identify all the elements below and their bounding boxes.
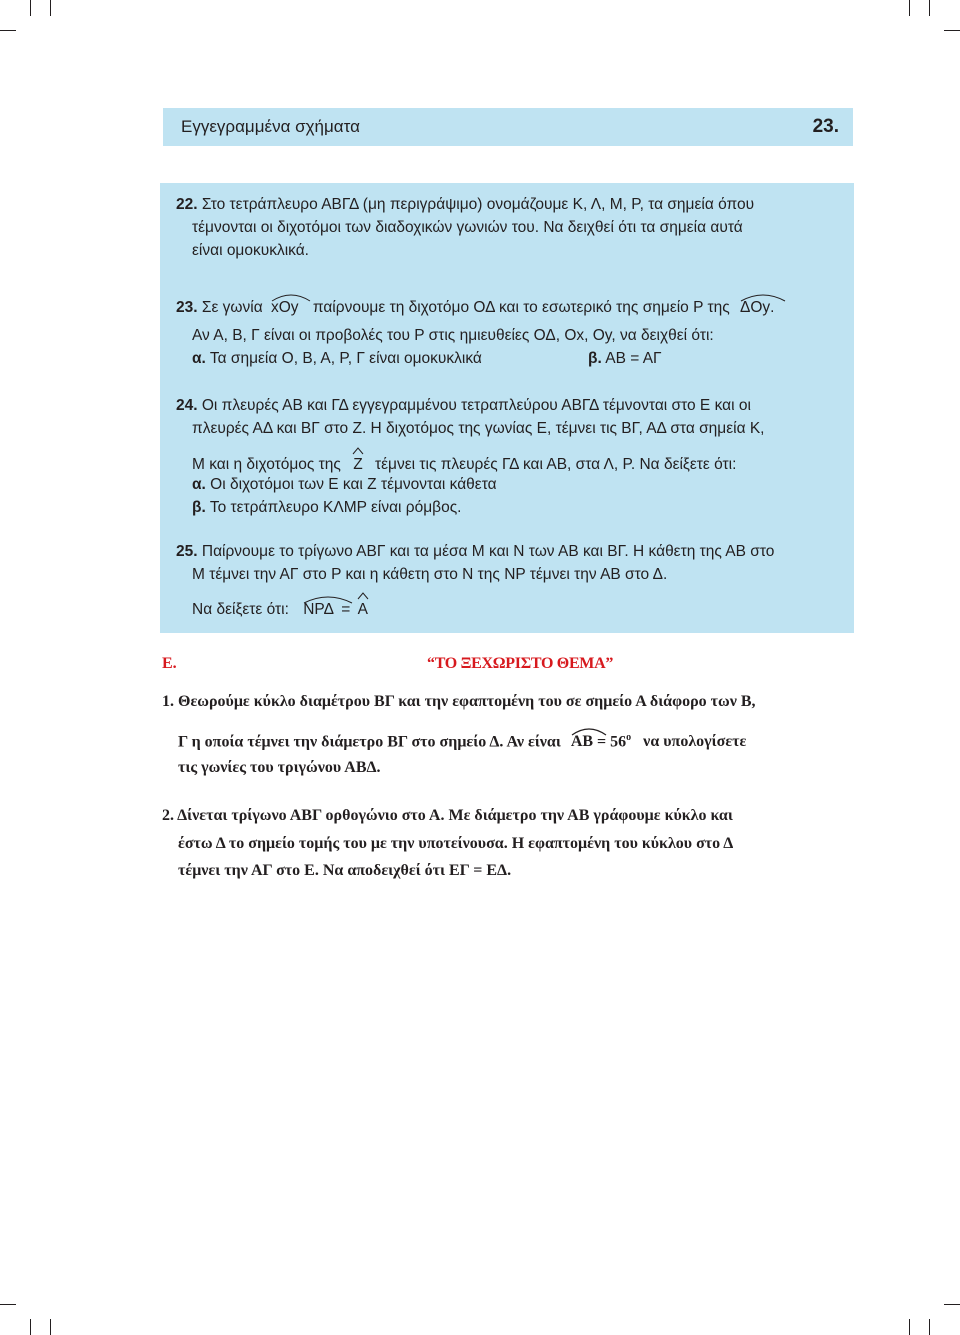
exercise-23-line-2: Αν Α, Β, Γ είναι οι προβολές του Ρ στις ημιευθείες ΟΔ, Οx, Οy, να δειχθεί ότι:: [192, 327, 714, 344]
page-number: 23.: [812, 116, 839, 137]
problem-number: 2.: [162, 807, 174, 824]
exercise-number: 24.: [176, 397, 198, 414]
crop-mark: [929, 0, 930, 16]
exercise-24-line-4: α. Οι διχοτόμοι των Ε και Ζ τέμνονται κάθετα: [192, 476, 497, 493]
crop-mark: [944, 30, 960, 31]
exercise-22-line-3: είναι ομοκυκλικά.: [192, 242, 309, 259]
exercise-24-line-5: β. Το τετράπλευρο ΚΛΜΡ είναι ρόμβος.: [192, 499, 462, 516]
angle-z: Ζ: [353, 456, 362, 474]
crop-mark: [929, 1319, 930, 1335]
exercise-24-line-2: πλευρές ΑΔ και ΒΓ στο Ζ. Η διχοτόμος της γωνίας Ε, τέμνει τις ΒΓ, ΑΔ στα σημεία Κ,: [192, 420, 765, 437]
hat-symbol: [357, 592, 369, 600]
arc-symbol: [740, 292, 786, 302]
crop-mark: [0, 30, 16, 31]
crop-mark: [30, 0, 31, 16]
crop-mark: [50, 0, 51, 16]
angle-nrd: ΝΡΔ: [303, 601, 334, 619]
exercise-25-line-3: Να δείξετε ότι: ΝΡΔ = Α: [192, 601, 368, 619]
angle-a: Α: [358, 601, 368, 619]
exercise-22-line-1: 22. Στο τετράπλευρο ΑΒΓΔ (μη περιγράψιμο) ονομάζουμε Κ, Λ, Μ, Ρ, τα σημεία όπου: [176, 196, 755, 213]
problem-2-line-1: 2. Δίνεται τρίγωνο ΑΒΓ ορθογώνιο στο Α. Με διάμετρο την ΑΒ γράφουμε κύκλο και: [162, 807, 733, 824]
crop-mark: [909, 0, 910, 16]
crop-mark: [909, 1319, 910, 1335]
section-letter: Ε.: [162, 655, 177, 672]
arc-ab: ΑΒ: [571, 733, 593, 751]
problem-1-line-3: τις γωνίες του τριγώνου ΑΒΔ.: [178, 759, 381, 776]
problem-1-line-2: Γ η οποία τέμνει την διάμετρο ΒΓ στο σημείο Δ. Αν είναι $AB = 56^o$ να υπολογίσετε: [178, 732, 746, 751]
exercise-22-line-2: τέμνονται οι διχοτόμοι των διαδοχικών γωνιών του. Να δειχθεί ότι τα σημεία αυτά: [192, 219, 743, 236]
exercise-24-line-1: 24. Οι πλευρές ΑΒ και ΓΔ εγγεγραμμένου τετραπλεύρου ΑΒΓΔ τέμνονται στο Ε και οι: [176, 397, 751, 414]
page-header: [163, 108, 853, 146]
problem-1-line-1: 1. Θεωρούμε κύκλο διαμέτρου ΒΓ και την εφαπτομένη του σε σημείο Α διάφορο των Β,: [162, 693, 756, 710]
crop-mark: [50, 1319, 51, 1335]
exercise-25-line-1: 25. Παίρνουμε το τρίγωνο ΑΒΓ και τα μέσα Μ και Ν των ΑΒ και ΒΓ. Η κάθετη της ΑΒ στο: [176, 543, 775, 560]
arc-symbol: [271, 292, 311, 302]
problem-number: 1.: [162, 693, 174, 710]
exercise-25-line-2: Μ τέμνει την ΑΓ στο Ρ και η κάθετη στο Ν της ΝΡ τέμνει την ΑΒ στο Δ.: [192, 566, 668, 583]
problem-2-line-3: τέμνει την ΑΓ στο Ε. Να αποδειχθεί ότι ΕΓ = ΕΔ.: [178, 862, 512, 879]
exercise-number: 25.: [176, 543, 198, 560]
angle-xoy: xOy: [271, 299, 299, 317]
arc-symbol: [303, 594, 353, 604]
exercise-23-line-1: 23. Σε γωνία xOy παίρνουμε τη διχοτόμο ΟΔ και το εσωτερικό της σημείο Ρ της ΔOy.: [176, 299, 774, 317]
crop-mark: [944, 1304, 960, 1305]
chapter-title: Εγγεγραμμένα σχήματα: [181, 117, 360, 136]
exercise-23-line-3b: β. ΑΒ = ΑΓ: [588, 350, 662, 367]
exercise-number: 23.: [176, 299, 198, 316]
exercise-23-line-3a: α. Τα σημεία Ο, Β, Α, Ρ, Γ είναι ομοκυκλικά: [192, 350, 482, 367]
problem-2-line-2: έστω Δ το σημείο τομής του με την υποτείνουσα. Η εφαπτομένη του κύκλου στο Δ: [178, 835, 734, 852]
exercise-number: 22.: [176, 196, 198, 213]
exercise-24-line-3: Μ και η διχοτόμος της Ζ τέμνει τις πλευρές ΓΔ και ΑΒ, στα Λ, Ρ. Να δείξετε ότι:: [192, 456, 736, 474]
angle-doy: ΔOy: [740, 299, 770, 317]
section-title: “ΤΟ ΞΕΧΩΡΙΣΤΟ ΘΕΜΑ”: [427, 655, 614, 672]
crop-mark: [30, 1319, 31, 1335]
hat-symbol: [352, 447, 364, 455]
arc-symbol: [571, 726, 607, 736]
crop-mark: [0, 1304, 16, 1305]
